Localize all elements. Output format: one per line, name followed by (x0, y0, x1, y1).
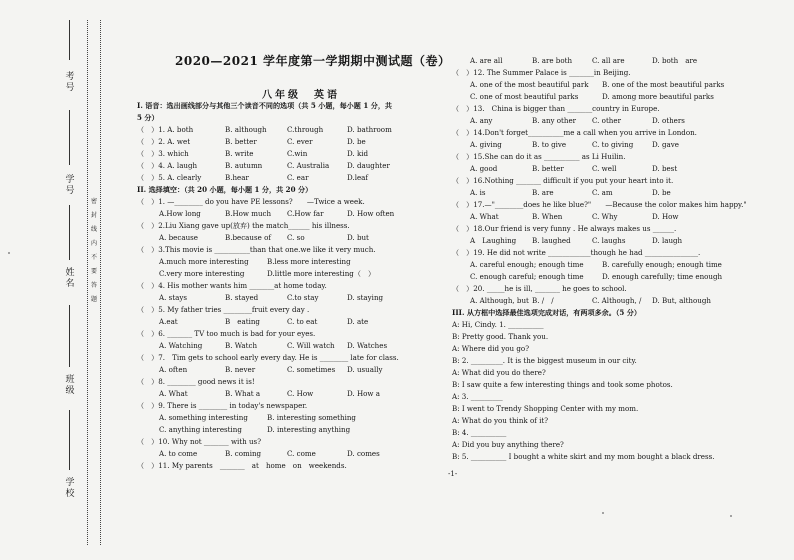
option-row (137, 268, 447, 280)
question-stem: （ ）2. A. wet (137, 137, 191, 146)
label-text: 考号 (65, 72, 75, 93)
label-text: 学号 (65, 175, 75, 196)
question-text: B: 4. __________ (452, 428, 507, 437)
answer-option: B. are both (532, 56, 573, 65)
question-text: （ ）8. ________ good news it is! (137, 377, 255, 386)
question-text: （ ）11. My parents _______ at home on weekends. (137, 461, 347, 470)
answer-option: A. is (470, 188, 486, 197)
question-stem: （ ）3. which (137, 149, 189, 158)
answer-option: A. Watching (159, 341, 203, 350)
answer-option: C. laughs (592, 236, 626, 245)
label-student-id (63, 175, 77, 197)
answer-option: A.eat (159, 317, 178, 326)
answer-option: A. What (470, 212, 499, 221)
phonetics-question (137, 172, 447, 184)
answer-option: D. enough carefully; time enough (602, 272, 723, 281)
answer-option: D. laugh (652, 236, 683, 245)
answer-option: B. When (532, 212, 563, 221)
answer-option: A. Although, but (470, 296, 529, 305)
answer-option: D. gave (652, 140, 679, 149)
answer-option: A. any (470, 116, 493, 125)
answer-option: C. all are (592, 56, 625, 65)
answer-option: D.leaf (347, 173, 369, 182)
answer-option: D. but (347, 233, 369, 242)
seal-char: 要 (90, 268, 97, 275)
answer-option: A. often (159, 365, 188, 374)
answer-option: B. What a (225, 389, 261, 398)
answer-option: B. Watch (225, 341, 258, 350)
question-text: B: I went to Trendy Shopping Center with my mom. (452, 404, 639, 413)
answer-option: D. bathroom (347, 125, 392, 134)
answer-option: B. interesting something (267, 413, 356, 422)
answer-option: B. any other (532, 116, 577, 125)
answer-option: D. among more beautiful parks (602, 92, 714, 101)
answer-option: C.win (287, 149, 308, 158)
section-heading: I. 语音：选出画线部分与其他三个读音不同的选项（共 5 小题，每小题 1 分，共 (137, 101, 393, 110)
label-text: 班级 (65, 375, 75, 396)
answer-option: B.less more interesting (267, 257, 351, 266)
scan-speck (8, 252, 10, 254)
phonetics-question (137, 124, 447, 136)
question-text: （ ）16.Nothing _______ difficult if you put your heart into it. (452, 176, 674, 185)
section-heading: III. 从方框中选择最佳选项完成对话，有两项多余。（5 分） (452, 308, 641, 317)
option-row (452, 55, 772, 67)
answer-option: B. laughed (532, 236, 571, 245)
answer-option: C. enough careful; enough time (470, 272, 584, 281)
option-row (452, 235, 772, 247)
question-stem: （ ）4. A. laugh (137, 161, 198, 170)
label-text: 姓名 (65, 268, 75, 289)
answer-option: A. careful enough; enough time (470, 260, 584, 269)
answer-option: C. Will watch (287, 341, 335, 350)
answer-option: B.because of (225, 233, 271, 242)
question-text: B: 2. _________. It is the biggest museum in our city. (452, 356, 637, 365)
answer-option: C. one of most beautiful parks (470, 92, 579, 101)
answer-option: C.How far (287, 209, 324, 218)
question-text: （ ）15.She can do it as __________ as Li Huilin. (452, 152, 626, 161)
answer-option: C. am (592, 188, 613, 197)
answer-option: B. autumn (225, 161, 263, 170)
option-row (452, 271, 772, 283)
answer-option: C. come (287, 449, 316, 458)
label-text: 学校 (65, 478, 75, 499)
option-row (452, 295, 772, 307)
answer-option: C.through (287, 125, 324, 134)
answer-option: C. anything interesting (159, 425, 242, 434)
answer-option: A.much more interesting (159, 257, 249, 266)
question-text: A: Where did you go? (452, 344, 529, 353)
answer-option: A. What (159, 389, 188, 398)
option-row (137, 316, 447, 328)
answer-option: C. How (287, 389, 314, 398)
option-row (137, 448, 447, 460)
question-text: （ ）1. —________ do you have PE lessons? —Twice a week. (137, 197, 365, 206)
seal-char: 题 (90, 296, 97, 303)
answer-option: C. ear (287, 173, 309, 182)
question-text: A: What do you think of it? (452, 416, 549, 425)
right-column (452, 55, 772, 463)
seal-char: 封 (90, 212, 97, 219)
answer-option: D. staying (347, 293, 384, 302)
label-name (63, 268, 77, 290)
blank-line (69, 205, 70, 260)
answer-option: A. one of the most beautiful park (470, 80, 589, 89)
question-text: （ ）17.—"________does he like blue?" —Because the color makes him happy." (452, 200, 747, 209)
grade-subject: 八年级 英语 (262, 90, 340, 101)
question-text: A: What did you do there? (452, 368, 546, 377)
answer-option: D. interesting anything (267, 425, 351, 434)
answer-option: B. coming (225, 449, 262, 458)
label-school (63, 478, 77, 500)
answer-option: B.hear (225, 173, 249, 182)
seal-char: 线 (90, 226, 97, 233)
option-row (452, 187, 772, 199)
blank-line (69, 20, 70, 60)
answer-option: D.little more interesting（ ） (267, 269, 376, 278)
answer-option: B. are (532, 188, 554, 197)
option-row (137, 412, 447, 424)
option-row (137, 208, 447, 220)
answer-option: C. well (592, 164, 617, 173)
question-text: （ ）19. He did not write ____________though he had _______________. (452, 248, 701, 257)
label-exam-number (63, 72, 77, 94)
answer-option: C.to stay (287, 293, 319, 302)
answer-option: C. other (592, 116, 621, 125)
answer-option: B. stayed (225, 293, 259, 302)
question-text: （ ）7. Tim gets to school early every day. He is ________ late for class. (137, 353, 399, 362)
answer-option: D. kid (347, 149, 369, 158)
question-stem: （ ）5. A. clearly (137, 173, 202, 182)
question-text: （ ）10. Why not _______ with us? (137, 437, 261, 446)
answer-option: C. to eat (287, 317, 318, 326)
option-row (137, 292, 447, 304)
answer-option: C. so (287, 233, 305, 242)
answer-option: D. ate (347, 317, 369, 326)
answer-option: D. best (652, 164, 678, 173)
section-heading: II. 选择填空：（共 20 小题，每小题 1 分，共 20 分） (137, 185, 313, 194)
answer-option: B. one of the most beautiful parks (602, 80, 725, 89)
answer-option: B. better (225, 137, 257, 146)
answer-option: D. usually (347, 365, 383, 374)
section-heading: 5 分） (137, 113, 159, 122)
answer-option: B. / / (532, 296, 554, 305)
blank-line (69, 305, 70, 367)
question-text: （ ）3.This movie is __________than that one.we like it very much. (137, 245, 376, 254)
seal-char: 密 (90, 198, 97, 205)
option-row (137, 424, 447, 436)
answer-option: D. be (347, 137, 366, 146)
answer-option: B. although (225, 125, 267, 134)
question-text: （ ）4. His mother wants him _______at home today. (137, 281, 327, 290)
question-text: A: Hi, Cindy. 1. __________ (452, 320, 544, 329)
blank-line (69, 410, 70, 470)
question-text: （ ）13. China is bigger than _______country in Europe. (452, 104, 660, 113)
question-text: （ ）18.Our friend is very funny . He always makes us ______. (452, 224, 677, 233)
binding-line-inner (100, 20, 102, 545)
option-row (452, 79, 772, 91)
question-text: （ ）12. The Summer Palace is _______in Beijing. (452, 68, 631, 77)
option-row (137, 388, 447, 400)
phonetics-question (137, 160, 447, 172)
blank-line (69, 110, 70, 165)
answer-option: C. Australia (287, 161, 330, 170)
scan-speck (730, 515, 732, 517)
answer-option: A. to come (159, 449, 198, 458)
option-row (452, 163, 772, 175)
answer-option: D. others (652, 116, 685, 125)
option-row (452, 139, 772, 151)
answer-option: B. to give (532, 140, 567, 149)
exam-title: 2020—2021 学年度第一学期期中测试题（卷） (175, 54, 451, 68)
answer-option: D. How (652, 212, 679, 221)
binding-strip (60, 20, 118, 545)
answer-option: B. better (532, 164, 564, 173)
answer-option: B.How much (225, 209, 272, 218)
option-row (452, 91, 772, 103)
answer-option: D. But, although (652, 296, 711, 305)
answer-option: C. Why (592, 212, 618, 221)
answer-option: A. are all (470, 56, 503, 65)
answer-option: D. both are (652, 56, 698, 65)
answer-option: C.very more interesting (159, 269, 245, 278)
answer-option: A. stays (159, 293, 188, 302)
answer-option: C. sometimes (287, 365, 336, 374)
question-text: A: Did you buy anything there? (452, 440, 564, 449)
answer-option: D. be (652, 188, 671, 197)
question-stem: （ ）1. A. both (137, 125, 194, 134)
seal-char: 内 (90, 240, 97, 247)
answer-option: B. never (225, 365, 256, 374)
label-class (63, 375, 77, 397)
question-text: （ ）9. There is ________ in today's newspaper. (137, 401, 308, 410)
answer-option: B. carefully enough; enough time (602, 260, 722, 269)
question-text: （ ）20. _____he is ill, _______ he goes to school. (452, 284, 627, 293)
answer-option: A.How long (159, 209, 201, 218)
answer-option: C. to giving (592, 140, 634, 149)
answer-option: B. write (225, 149, 254, 158)
question-text: A: 3. _________ (452, 392, 503, 401)
answer-option: A Laughing (470, 236, 517, 245)
question-text: （ ）14.Don't forget__________me a call when you arrive in London. (452, 128, 697, 137)
answer-option: D. comes (347, 449, 380, 458)
option-row (137, 256, 447, 268)
question-text: （ ）2.Liu Xiang gave up(放弃) the match______ his illness. (137, 221, 350, 230)
scan-speck (602, 512, 604, 514)
left-column (137, 100, 447, 472)
answer-option: A. good (470, 164, 498, 173)
question-text: B: Pretty good. Thank you. (452, 332, 549, 341)
option-row (137, 364, 447, 376)
answer-option: A. giving (470, 140, 502, 149)
question-text: B: 5. __________ I bought a white skirt and my mom bought a black dress. (452, 452, 715, 461)
answer-option: A. something interesting (159, 413, 248, 422)
option-row (452, 115, 772, 127)
option-row (452, 259, 772, 271)
question-text: B: I saw quite a few interesting things and took some photos. (452, 380, 673, 389)
option-row (137, 340, 447, 352)
phonetics-question (137, 148, 447, 160)
answer-option: C. ever (287, 137, 313, 146)
answer-option: B eating (225, 317, 260, 326)
option-row (137, 232, 447, 244)
seal-char: 答 (90, 282, 97, 289)
page-number: -1- (448, 470, 458, 478)
phonetics-question (137, 136, 447, 148)
answer-option: D. How often (347, 209, 395, 218)
answer-option: D. daughter (347, 161, 390, 170)
option-row (452, 211, 772, 223)
question-text: （ ）5. My father tries ________fruit every day . (137, 305, 310, 314)
question-text: （ ）6. _______ TV too much is bad for your eyes. (137, 329, 316, 338)
answer-option: A. because (159, 233, 198, 242)
seal-char: 不 (90, 254, 97, 261)
answer-option: C. Although, / (592, 296, 642, 305)
seal-warning-text (89, 195, 99, 307)
answer-option: D. How a (347, 389, 380, 398)
answer-option: D. Watches (347, 341, 388, 350)
